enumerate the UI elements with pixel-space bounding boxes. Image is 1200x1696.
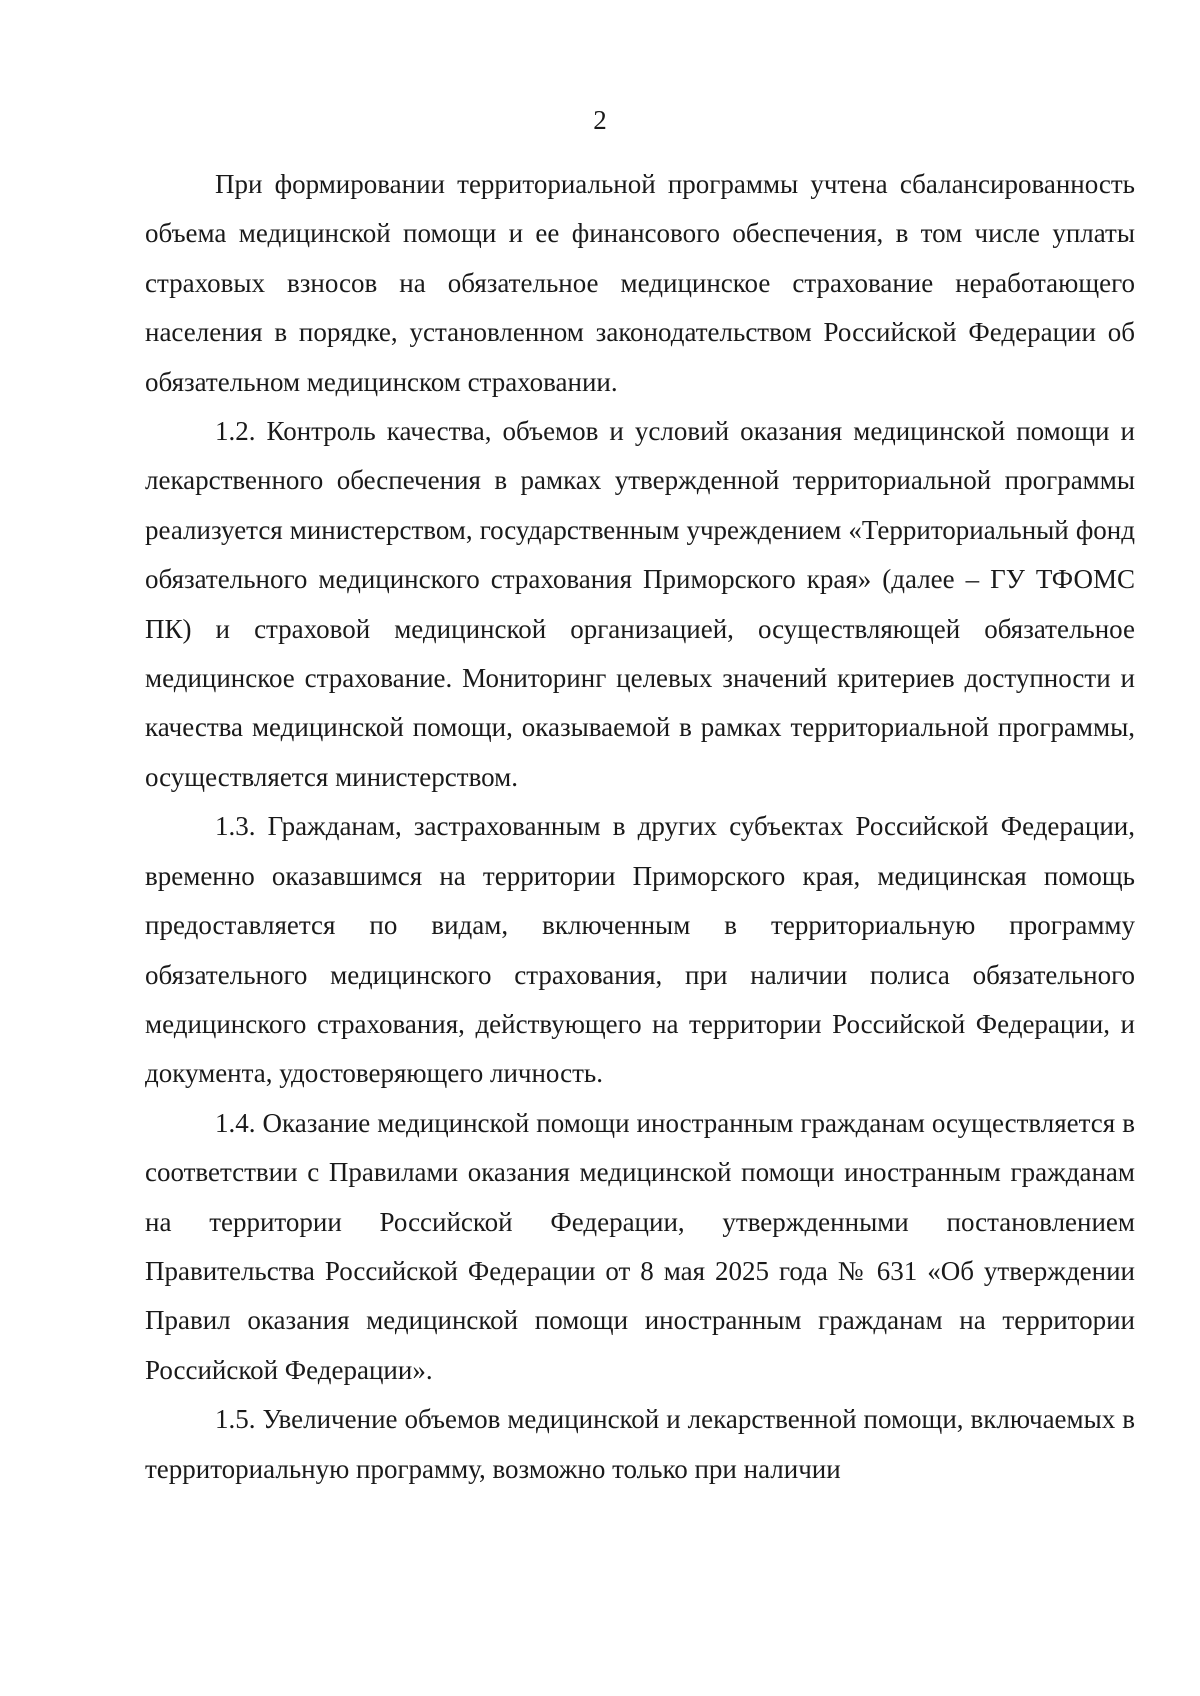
paragraph-1-2-quality-control: 1.2. Контроль качества, объемов и условий оказания медицинской помощи и лекарственного обеспечения в рамках утвержденной территориальной программы реализуется министерством, государственным учреждением «Территориальный фонд обязательного медицинского страхования Приморского края» (далее – ГУ ТФОМС ПК) и страховой медицинской организацией, осуществляющей обязательное медицинское страхование. Мониторинг целевых значений критериев доступности и качества медицинской помощи, оказываемой в рамках территориальной программы, осуществляется министерством. <box>145 416 1135 792</box>
paragraph-program-balance: При формировании территориальной программы учтена сбалансированность объема медицинской помощи и ее финансового обеспечения, в том числе уплаты страховых взносов на обязательное медицинское страхование неработающего населения в порядке, установленном законодательством Российской Федерации об обязательном медицинском страховании. <box>145 169 1135 397</box>
document-body <box>145 160 1135 1494</box>
paragraph-1-5-volume-increase: 1.5. Увеличение объемов медицинской и лекарственной помощи, включаемых в территориальную программу, возможно только при наличии <box>145 1404 1135 1484</box>
paragraph-1-3-other-regions: 1.3. Гражданам, застрахованным в других субъектах Российской Федерации, временно оказавшимся на территории Приморского края, медицинская помощь предоставляется по видам, включенным в территориальную программу обязательного медицинского страхования, при наличии полиса обязательного медицинского страхования, действующего на территории Российской Федерации, и документа, удостоверяющего личность. <box>145 811 1135 1089</box>
paragraph-1-4-foreign-citizens: 1.4. Оказание медицинской помощи иностранным гражданам осуществляется в соответствии с Правилами оказания медицинской помощи иностранным гражданам на территории Российской Федерации, утвержденными постановлением Правительства Российской Федерации от 8 мая 2025 года № 631 «Об утверждении Правил оказания медицинской помощи иностранным гражданам на территории Российской Федерации». <box>145 1107 1135 1385</box>
page-number: 2 <box>593 105 607 135</box>
